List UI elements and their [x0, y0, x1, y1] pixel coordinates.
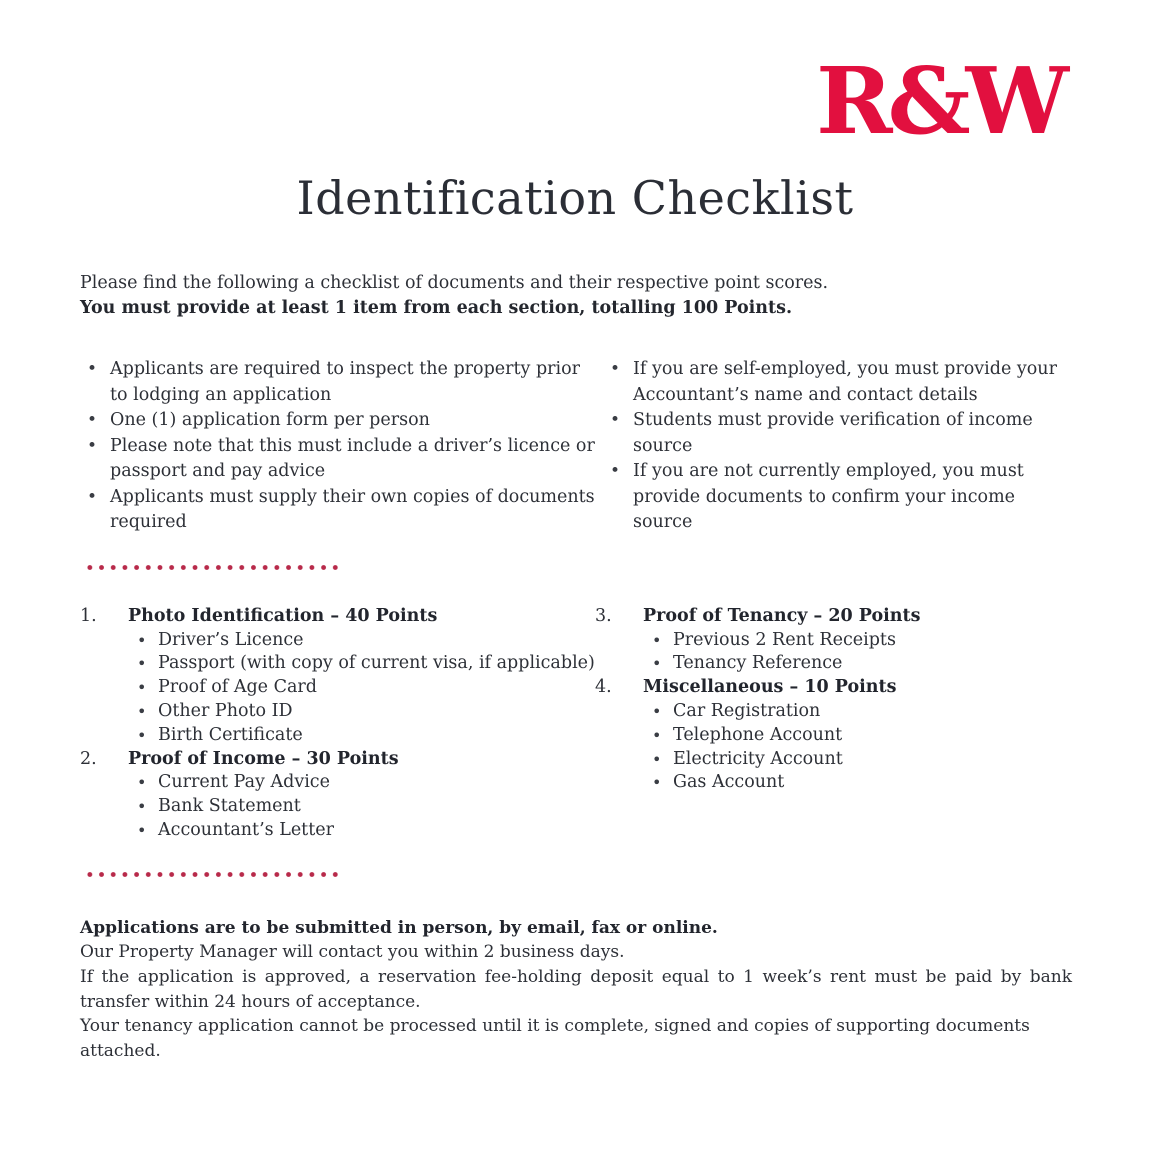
section-items — [595, 700, 1070, 795]
note-list-left — [80, 357, 595, 536]
section-heading: Proof of Tenancy – 20 Points — [643, 605, 921, 626]
section-header — [80, 748, 595, 772]
section-heading: Proof of Income – 30 Points — [128, 748, 399, 769]
section-header — [595, 676, 1070, 700]
list-item-text: Birth Certificate — [158, 724, 303, 745]
section-items — [80, 629, 595, 748]
points-checklist — [80, 605, 1070, 843]
list-item — [595, 748, 1070, 772]
list-item-text: Bank Statement — [158, 796, 301, 817]
list-item-text: Gas Account — [673, 772, 785, 793]
list-item-text: Electricity Account — [673, 748, 843, 769]
list-item-text: Please note that this must include a driver’s licence or passport and pay advice — [110, 435, 595, 482]
list-item — [80, 771, 595, 795]
dotted-separator-top — [84, 564, 342, 571]
checklist-section — [595, 605, 1070, 676]
list-item-text: Telephone Account — [673, 724, 843, 745]
section-number: 3. — [595, 605, 612, 626]
list-item — [80, 724, 595, 748]
checklist-section — [595, 676, 1070, 795]
list-item — [595, 629, 1070, 653]
list-item — [595, 724, 1070, 748]
list-item — [603, 408, 1070, 459]
footer-line-1: Applications are to be submitted in person, by email, fax or online. — [80, 917, 718, 938]
general-notes — [80, 357, 1070, 536]
list-item-text: Tenancy Reference — [673, 653, 843, 674]
intro-line-2: You must provide at least 1 item from each section, totalling 100 Points. — [80, 298, 793, 319]
list-item — [595, 652, 1070, 676]
list-item — [80, 629, 595, 653]
section-number: 1. — [80, 605, 97, 626]
checklist-section — [80, 605, 595, 748]
general-notes-right-column — [595, 357, 1070, 536]
list-item — [595, 700, 1070, 724]
list-item — [603, 459, 1070, 536]
section-number: 2. — [80, 748, 97, 769]
rw-logo: R&W — [816, 47, 1064, 155]
list-item — [80, 795, 595, 819]
checklist-left-column — [80, 605, 595, 843]
list-item-text: Accountant’s Letter — [158, 820, 334, 841]
list-item — [80, 357, 595, 408]
footer-line-3: If the application is approved, a reservation fee-holding deposit equal to 1 week’s rent must be paid by bank transfer within 24 hours of acceptance. — [80, 967, 1072, 1012]
list-item-text: Passport (with copy of current visa, if applicable) — [158, 653, 595, 674]
list-item — [595, 771, 1070, 795]
list-item-text: Car Registration — [673, 701, 821, 722]
list-item-text: Students must provide verification of income source — [633, 410, 1033, 456]
section-items — [595, 629, 1070, 677]
list-item-text: Applicants must supply their own copies of documents required — [110, 486, 595, 533]
logo-row — [0, 0, 1150, 155]
footer-line-2: Our Property Manager will contact you within 2 business days. — [80, 942, 625, 963]
section-header — [595, 605, 1070, 629]
intro-line-1: Please find the following a checklist of documents and their respective point scores. — [80, 273, 829, 294]
list-item — [80, 652, 595, 676]
list-item-text: Current Pay Advice — [158, 772, 330, 793]
list-item-text: Proof of Age Card — [158, 677, 317, 698]
section-items — [80, 771, 595, 842]
list-item-text: Applicants are required to inspect the property prior to lodging an application — [110, 359, 581, 405]
general-notes-left-column — [80, 357, 595, 536]
list-item — [80, 434, 595, 485]
intro-paragraph — [80, 271, 1070, 321]
list-item — [80, 485, 595, 536]
footer-line-4: Your tenancy application cannot be processed until it is complete, signed and copies of supporting documents attached. — [80, 1016, 1030, 1061]
section-heading: Photo Identification – 40 Points — [128, 605, 438, 626]
list-item — [80, 408, 595, 434]
section-number: 4. — [595, 677, 612, 698]
note-list-right — [603, 357, 1070, 536]
list-item-text: Other Photo ID — [158, 701, 293, 722]
footer-paragraph — [80, 916, 1072, 1064]
list-item-text: If you are not currently employed, you must provide documents to confirm your income source — [633, 461, 1024, 533]
page-title: Identification Checklist — [296, 171, 854, 226]
dotted-separator-bottom — [84, 871, 342, 878]
list-item — [603, 357, 1070, 408]
list-item-text: Driver’s Licence — [158, 629, 304, 650]
checklist-right-column — [595, 605, 1070, 843]
list-item — [80, 819, 595, 843]
list-item — [80, 676, 595, 700]
list-item-text: If you are self-employed, you must provide your Accountant’s name and contact details — [633, 359, 1057, 405]
checklist-section — [80, 748, 595, 843]
section-header — [80, 605, 595, 629]
list-item-text: One (1) application form per person — [110, 410, 430, 431]
section-heading: Miscellaneous – 10 Points — [643, 677, 897, 698]
list-item-text: Previous 2 Rent Receipts — [673, 629, 896, 650]
list-item — [80, 700, 595, 724]
